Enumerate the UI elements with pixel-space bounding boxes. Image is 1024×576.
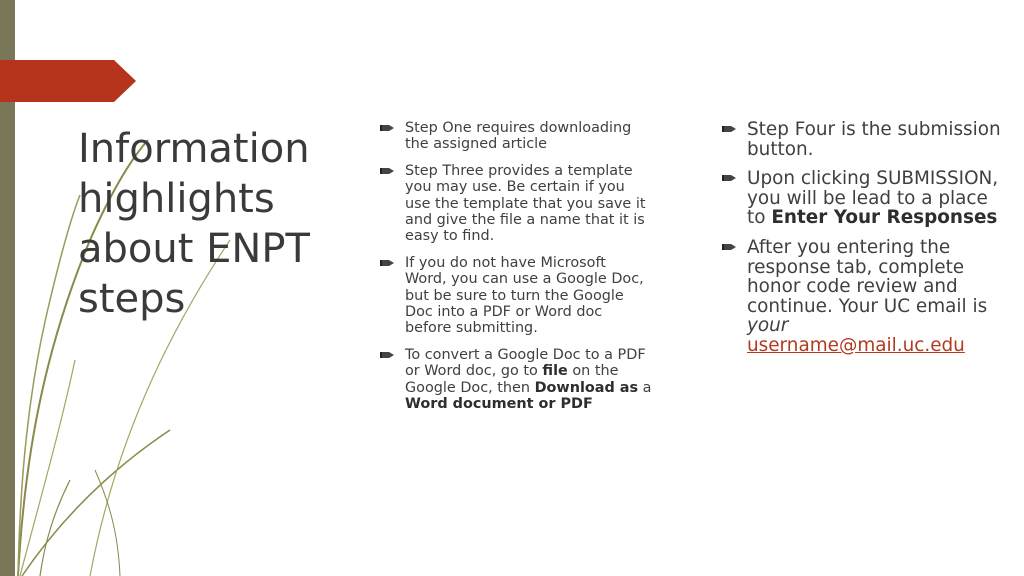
convert-bold-format: Word document or PDF — [405, 396, 593, 413]
slide-title — [78, 124, 338, 324]
pencil-bullet-icon — [722, 241, 736, 253]
pencil-bullet-icon — [380, 349, 394, 361]
step-one-text: Step One requires downloading the assigned article — [405, 120, 632, 153]
pencil-bullet-icon — [722, 123, 736, 135]
submission-text: Upon clicking SUBMISSION, you will be lead to a place to — [747, 168, 999, 229]
email-link[interactable]: username@mail.uc.edu — [747, 334, 965, 356]
convert-text-2: on the Google Doc, then — [405, 363, 619, 396]
pencil-bullet-icon — [722, 172, 736, 184]
title-line-1: Information — [78, 126, 310, 172]
list-item-response-tab — [722, 238, 1002, 356]
response-tab-text: After you entering the response tab, complete honor code review and continue. Your UC email is — [747, 236, 988, 317]
list-item-submission — [722, 169, 1002, 228]
convert-bold-file: file — [542, 363, 568, 380]
your-italic: your — [747, 315, 789, 337]
list-item-step-four — [722, 120, 1002, 159]
step-three-text: Step Three provides a template you may use. Be certain if you use the template that you save it and give the file a name that it is easy to find. — [405, 162, 646, 245]
pencil-bullet-icon — [380, 257, 394, 269]
convert-text-3: a — [638, 379, 652, 396]
middle-bullet-list — [380, 120, 652, 423]
title-line-3: about ENPT — [78, 226, 310, 272]
convert-text-1: To convert a Google Doc to a PDF or Word doc, go to — [405, 346, 646, 380]
list-item-convert — [380, 347, 652, 413]
title-arrow-banner — [0, 60, 136, 102]
list-item-step-three — [380, 163, 652, 245]
google-doc-text: If you do not have Microsoft Word, you can use a Google Doc, but be sure to turn the Google Doc into a PDF or Word doc before submitting. — [405, 254, 644, 337]
list-item-step-one — [380, 120, 652, 153]
step-four-text: Step Four is the submission button. — [747, 119, 1001, 160]
enter-responses-bold: Enter Your Responses — [771, 207, 998, 229]
title-line-2: highlights — [78, 176, 275, 222]
convert-bold-download: Download as — [534, 379, 639, 396]
list-item-google-doc — [380, 255, 652, 337]
pencil-bullet-icon — [380, 165, 394, 177]
title-line-4: steps — [78, 276, 186, 322]
pencil-bullet-icon — [380, 122, 394, 134]
right-bullet-list — [722, 120, 1002, 366]
